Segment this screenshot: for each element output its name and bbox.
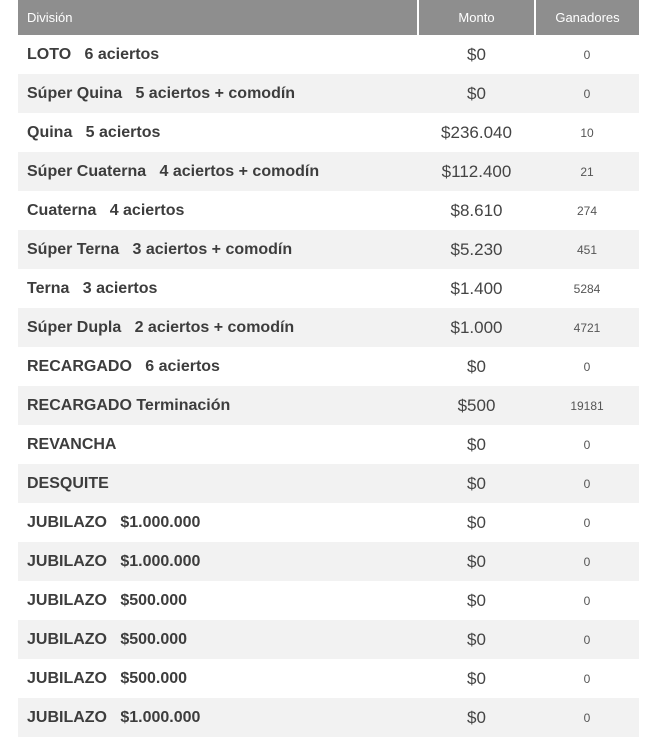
prize-results-table — [18, 0, 639, 737]
division-cell: JUBILAZO $500.000 — [18, 620, 418, 659]
division-cell: DESQUITE — [18, 464, 418, 503]
monto-cell: $0 — [418, 620, 535, 659]
ganadores-cell: 0 — [535, 503, 639, 542]
table-header-row — [18, 0, 639, 35]
ganadores-cell: 0 — [535, 35, 639, 74]
monto-cell: $0 — [418, 464, 535, 503]
monto-cell: $0 — [418, 698, 535, 737]
division-cell: Súper Terna 3 aciertos + comodín — [18, 230, 418, 269]
monto-cell: $0 — [418, 35, 535, 74]
ganadores-cell: 451 — [535, 230, 639, 269]
ganadores-cell: 0 — [535, 698, 639, 737]
table-row — [18, 74, 639, 113]
ganadores-cell: 0 — [535, 347, 639, 386]
ganadores-cell: 0 — [535, 425, 639, 464]
table-row — [18, 386, 639, 425]
table-row — [18, 35, 639, 74]
table-row — [18, 425, 639, 464]
division-cell: Súper Quina 5 aciertos + comodín — [18, 74, 418, 113]
table-row — [18, 308, 639, 347]
table-row — [18, 269, 639, 308]
division-cell: LOTO 6 aciertos — [18, 35, 418, 74]
monto-cell: $0 — [418, 74, 535, 113]
monto-cell: $500 — [418, 386, 535, 425]
ganadores-cell: 19181 — [535, 386, 639, 425]
ganadores-cell: 0 — [535, 542, 639, 581]
monto-cell: $0 — [418, 347, 535, 386]
division-cell: JUBILAZO $1.000.000 — [18, 698, 418, 737]
ganadores-cell: 0 — [535, 464, 639, 503]
table-row — [18, 659, 639, 698]
table-row — [18, 542, 639, 581]
monto-cell: $8.610 — [418, 191, 535, 230]
ganadores-cell: 0 — [535, 581, 639, 620]
table-row — [18, 347, 639, 386]
table-row — [18, 503, 639, 542]
monto-cell: $0 — [418, 659, 535, 698]
table-row — [18, 191, 639, 230]
division-cell: Súper Cuaterna 4 aciertos + comodín — [18, 152, 418, 191]
monto-cell: $236.040 — [418, 113, 535, 152]
header-division: División — [18, 0, 418, 35]
ganadores-cell: 5284 — [535, 269, 639, 308]
header-monto: Monto — [418, 0, 535, 35]
table-row — [18, 581, 639, 620]
monto-cell: $0 — [418, 581, 535, 620]
division-cell: JUBILAZO $1.000.000 — [18, 542, 418, 581]
ganadores-cell: 0 — [535, 620, 639, 659]
division-cell: REVANCHA — [18, 425, 418, 464]
table-row — [18, 620, 639, 659]
monto-cell: $0 — [418, 542, 535, 581]
division-cell: RECARGADO 6 aciertos — [18, 347, 418, 386]
monto-cell: $1.000 — [418, 308, 535, 347]
header-ganadores: Ganadores — [535, 0, 639, 35]
division-cell: Cuaterna 4 aciertos — [18, 191, 418, 230]
ganadores-cell: 0 — [535, 659, 639, 698]
division-cell: JUBILAZO $500.000 — [18, 581, 418, 620]
division-cell: JUBILAZO $500.000 — [18, 659, 418, 698]
division-cell: JUBILAZO $1.000.000 — [18, 503, 418, 542]
monto-cell: $5.230 — [418, 230, 535, 269]
division-cell: Quina 5 aciertos — [18, 113, 418, 152]
ganadores-cell: 21 — [535, 152, 639, 191]
table-row — [18, 230, 639, 269]
ganadores-cell: 0 — [535, 74, 639, 113]
ganadores-cell: 4721 — [535, 308, 639, 347]
division-cell: Terna 3 aciertos — [18, 269, 418, 308]
division-cell: Súper Dupla 2 aciertos + comodín — [18, 308, 418, 347]
table-row — [18, 698, 639, 737]
table-row — [18, 464, 639, 503]
ganadores-cell: 10 — [535, 113, 639, 152]
table-row — [18, 152, 639, 191]
monto-cell: $112.400 — [418, 152, 535, 191]
results-table-container — [18, 0, 639, 737]
table-row — [18, 113, 639, 152]
monto-cell: $1.400 — [418, 269, 535, 308]
monto-cell: $0 — [418, 425, 535, 464]
ganadores-cell: 274 — [535, 191, 639, 230]
division-cell: RECARGADO Terminación — [18, 386, 418, 425]
monto-cell: $0 — [418, 503, 535, 542]
